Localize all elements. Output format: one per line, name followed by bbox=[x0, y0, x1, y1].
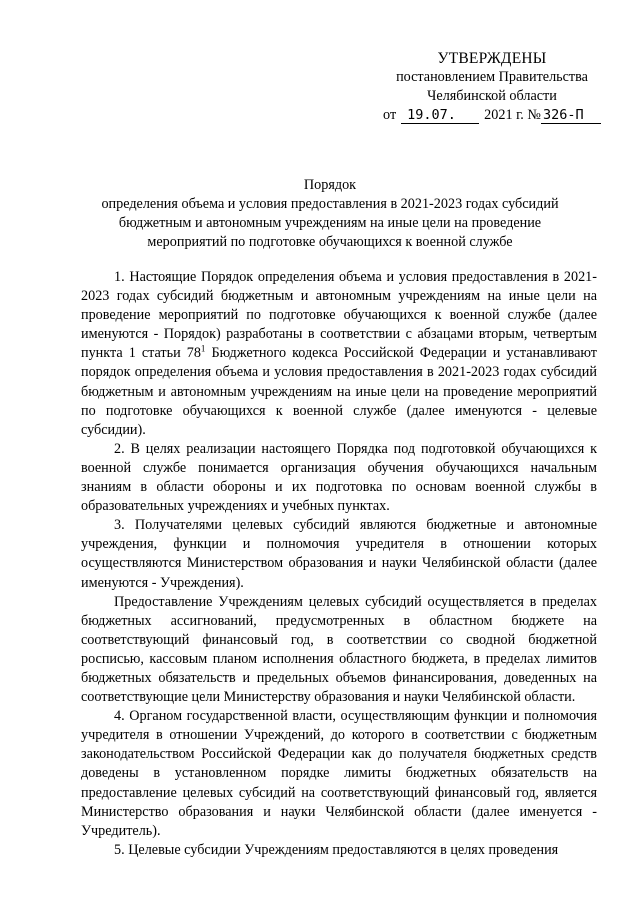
paragraph-1 bbox=[81, 268, 597, 440]
document-heading bbox=[60, 176, 600, 252]
heading-subtitle-line-2: бюджетным и автономным учреждениям на иные цели на проведение bbox=[118, 215, 542, 231]
document-body bbox=[81, 268, 597, 860]
approval-date: 19.07. bbox=[401, 108, 479, 124]
paragraph-5: 4. Органом государственной власти, осуществляющим функции и полномочия учредителя в отношении Учреждений, до которого в соответствии с бюджетным законодательством Российской Федерации как до получателя бюджетных средств доведены в установленном порядке лимиты бюджетных обязательств на предоставление целевых субсидий на соответствующий финансовый год, является Министерство образования и науки Челябинской области (далее именуется - Учредитель). bbox=[81, 708, 597, 839]
paragraph-1-part-2: Бюджетного кодекса Российской Федерации и устанавливают порядок определения объема и условия предоставления в 2021-2023 годах субсидий бюджетным и автономным учреждениям на иные цели на проведение мероприятий по подготовке обучающихся к военной службе (далее именуются - целевые субсидии). bbox=[81, 345, 597, 438]
approval-date-line bbox=[372, 106, 612, 125]
heading-subtitle-line-3: мероприятий по подготовке обучающихся к военной службе bbox=[147, 234, 513, 250]
approval-block bbox=[372, 49, 612, 125]
approval-line-2: Челябинской области bbox=[427, 88, 557, 104]
paragraph-3: 3. Получателями целевых субсидий являются бюджетные и автономные учреждения, функции и полномочия учредителя в отношении которых осуществляются Министерством образования и науки Челябинской области (далее именуются - Учреждения). bbox=[81, 517, 597, 591]
paragraph-1-superscript: 1 bbox=[200, 343, 206, 354]
approval-number: 326-П bbox=[541, 108, 601, 124]
heading-title: Порядок bbox=[303, 177, 357, 193]
approval-from-label: от bbox=[383, 107, 397, 123]
paragraph-1-part-1: 1. Настоящие Порядок определения объема и условия предоставления в 2021-2023 годах субсидий бюджетным и автономным учреждениям на иные цели на проведение мероприятий по подготовке обучающихся к военной службе (далее именуются - Порядок) разработаны в соответствии с абзацами вторым, четвертым пункта 1 статьи 78 bbox=[81, 269, 597, 362]
paragraph-2: 2. В целях реализации настоящего Порядка под подготовкой обучающихся к военной службе понимается организация обучения обучающихся начальным знаниям в области обороны и их подготовка по основам военной службы в образовательных учреждениях и учебных пунктах. bbox=[81, 440, 597, 515]
heading-subtitle-line-1: определения объема и условия предоставления в 2021-2023 годах субсидий bbox=[101, 196, 559, 212]
approval-line-1: постановлением Правительства bbox=[396, 69, 588, 85]
paragraph-6: 5. Целевые субсидии Учреждениям предоставляются в целях проведения bbox=[114, 841, 559, 858]
approval-year-label: 2021 г. № bbox=[484, 107, 541, 123]
paragraph-4: Предоставление Учреждениям целевых субсидий осуществляется в пределах бюджетных ассигнований, предусмотренных в областном бюджете на соответствующий финансовый год, в соответствии со сводной бюджетной росписью, кассовым планом исполнения областного бюджета, в пределах лимитов бюджетных обязательств и предельных объемов финансирования, доведенных на соответствующие цели Министерству образования и науки Челябинской области. bbox=[81, 593, 597, 706]
approval-title: УТВЕРЖДЕНЫ bbox=[437, 50, 547, 67]
